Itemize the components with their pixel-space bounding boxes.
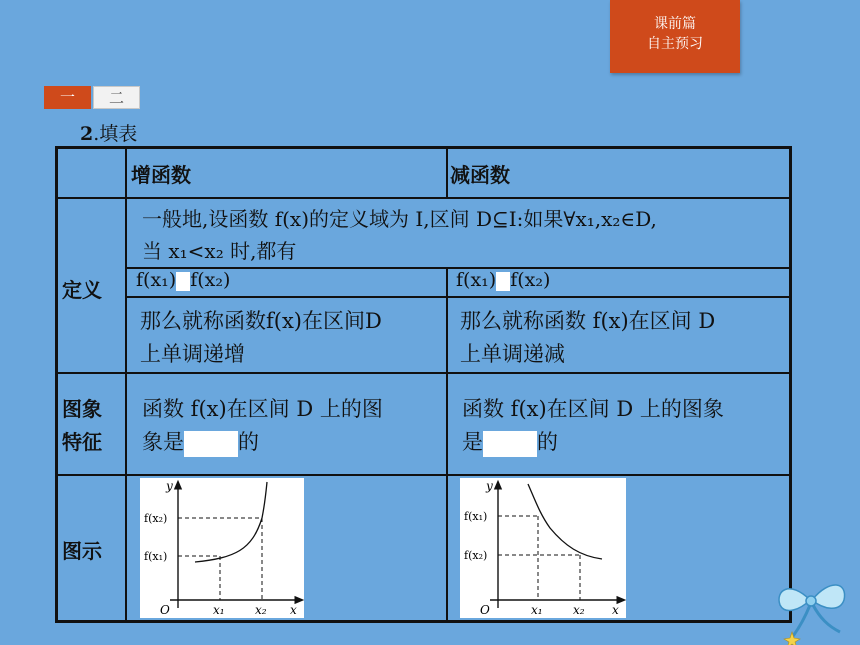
section-badge-line1: 课前篇 (654, 16, 696, 32)
x-label: x (612, 603, 619, 617)
inc-feature-line1: 函数 f(x)在区间 D 上的图 (142, 397, 383, 421)
fx2-label: f(x₂) (144, 512, 168, 525)
increasing-conclusion (140, 305, 382, 371)
dec-conclusion-line1: 那么就称函数 f(x)在区间 D (460, 309, 716, 333)
row-label-graph: 图示 (62, 539, 102, 563)
definition-line2: 当 x₁<x₂ 时,都有 (142, 239, 297, 263)
answer-blank[interactable] (483, 431, 537, 457)
decreasing-graph (460, 478, 626, 618)
inequality-increasing (136, 269, 230, 291)
feature-label-line2: 特征 (62, 430, 102, 454)
ribbon-bow-decoration (770, 570, 860, 645)
increasing-graph (140, 478, 304, 618)
dec-feature-line2a: 是 (462, 430, 483, 454)
origin-label: O (480, 603, 490, 617)
dec-conclusion-line2: 上单调递减 (460, 342, 565, 366)
ineq-inc-right: f(x₂) (190, 269, 231, 291)
fx1-label: f(x₁) (464, 510, 488, 523)
dec-feature-line2b: 的 (537, 430, 558, 454)
dec-feature-line1: 函数 f(x)在区间 D 上的图象 (462, 397, 724, 421)
tab-bar (44, 86, 140, 109)
answer-blank[interactable] (496, 272, 510, 291)
heading-number: 2 (80, 123, 94, 145)
tab-two[interactable]: 二 (93, 86, 140, 109)
section-badge[interactable] (610, 0, 740, 73)
x1-label: x₁ (531, 603, 543, 617)
decreasing-curve (528, 484, 602, 559)
decreasing-graph-svg (460, 478, 626, 618)
ineq-inc-left: f(x₁) (136, 269, 177, 291)
section-badge-line2: 自主预习 (647, 36, 703, 52)
header-decreasing: 减函数 (450, 163, 510, 187)
x2-label: x₂ (255, 603, 267, 617)
feature-label-line1: 图象 (62, 397, 102, 421)
x1-label: x₁ (213, 603, 225, 617)
row-label-feature (62, 393, 102, 459)
y-label: y (486, 479, 493, 493)
fx2-label: f(x₂) (464, 549, 488, 562)
inc-feature-line2a: 象是 (142, 430, 184, 454)
heading-text: .填表 (93, 123, 138, 145)
page-heading (80, 119, 137, 146)
tab-one[interactable]: 一 (44, 86, 91, 109)
answer-blank[interactable] (176, 272, 190, 291)
x2-label: x₂ (573, 603, 585, 617)
definition-line1: 一般地,设函数 f(x)的定义域为 I,区间 D⊆I:如果∀x₁,x₂∈D, (142, 207, 657, 231)
x-label: x (290, 603, 297, 617)
inc-conclusion-line2: 上单调递增 (140, 342, 245, 366)
inc-feature-line2b: 的 (238, 430, 259, 454)
answer-blank[interactable] (184, 431, 238, 457)
fx1-label: f(x₁) (144, 550, 168, 563)
increasing-curve (195, 482, 267, 562)
ineq-dec-left: f(x₁) (456, 269, 497, 291)
decreasing-conclusion (460, 305, 715, 371)
origin-label: O (160, 603, 170, 617)
header-increasing: 增函数 (131, 163, 191, 187)
function-table (55, 146, 792, 623)
ineq-dec-right: f(x₂) (510, 269, 551, 291)
increasing-graph-svg (140, 478, 304, 618)
y-label: y (166, 479, 173, 493)
inequality-decreasing (456, 269, 550, 291)
row-label-definition: 定义 (62, 278, 102, 302)
increasing-feature (142, 393, 383, 459)
decreasing-feature (462, 393, 724, 459)
inc-conclusion-line1: 那么就称函数f(x)在区间D (140, 309, 382, 333)
